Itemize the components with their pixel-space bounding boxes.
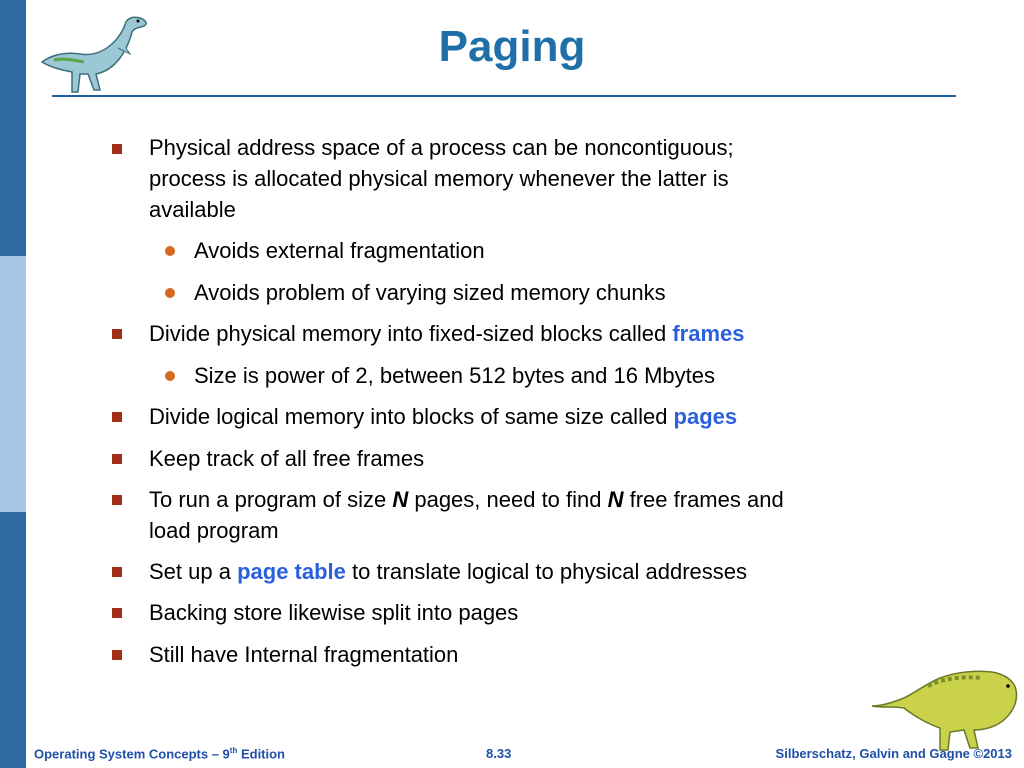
bullet-text: Divide logical memory into blocks of same size called	[149, 404, 674, 429]
emphasis-text: N	[392, 487, 409, 512]
square-bullet-icon	[112, 650, 122, 660]
footer-page-number: 8.33	[486, 746, 512, 761]
footer-authors: Silberschatz, Galvin and Gagne ©2013	[775, 746, 1012, 761]
highlight-term: pages	[673, 404, 738, 429]
square-bullet-icon	[112, 567, 122, 577]
bullet-line	[149, 402, 737, 432]
square-bullet-icon	[112, 412, 122, 422]
emphasis-text: N	[607, 487, 624, 512]
dot-bullet-icon	[165, 246, 175, 256]
bullet-line	[149, 319, 744, 349]
bullet-line: load program	[149, 518, 279, 543]
bullet-text: To run a program of size	[149, 487, 393, 512]
bullet-line: process is allocated physical memory whenever the latter is	[149, 166, 729, 191]
bullet-text: to translate logical to physical addresses	[345, 559, 747, 584]
bullet-text: free frames and	[623, 487, 784, 512]
bullet-text: Set up a	[149, 559, 238, 584]
bullet-line: Backing store likewise split into pages	[149, 600, 519, 625]
bullet-line	[149, 557, 747, 587]
footer-book-title	[34, 746, 285, 761]
footer-text: Operating System Concepts – 9	[34, 746, 230, 762]
bullet-line	[149, 485, 784, 515]
dinosaur-icon	[868, 662, 1020, 754]
bullet-line: Still have Internal fragmentation	[149, 642, 459, 667]
square-bullet-icon	[112, 608, 122, 618]
footer-superscript: th	[229, 746, 238, 755]
bullet-text: Divide physical memory into fixed-sized blocks called	[149, 321, 673, 346]
dot-bullet-icon	[165, 288, 175, 298]
square-bullet-icon	[112, 495, 122, 505]
sub-bullet-line: Size is power of 2, between 512 bytes and 16 Mbytes	[194, 363, 715, 388]
bullet-line: available	[149, 197, 236, 222]
footer-text: Edition	[237, 746, 286, 762]
square-bullet-icon	[112, 454, 122, 464]
bullet-line: Physical address space of a process can be noncontiguous;	[149, 135, 734, 160]
highlight-term: page table	[237, 559, 346, 584]
sub-bullet-line: Avoids external fragmentation	[194, 238, 485, 263]
square-bullet-icon	[112, 144, 122, 154]
square-bullet-icon	[112, 329, 122, 339]
slide-title: Paging	[438, 22, 586, 71]
bullet-text: pages, need to find	[408, 487, 608, 512]
highlight-term: frames	[672, 321, 745, 346]
sub-bullet-line: Avoids problem of varying sized memory chunks	[194, 280, 666, 305]
bullet-line: Keep track of all free frames	[149, 446, 425, 471]
dot-bullet-icon	[165, 371, 175, 381]
